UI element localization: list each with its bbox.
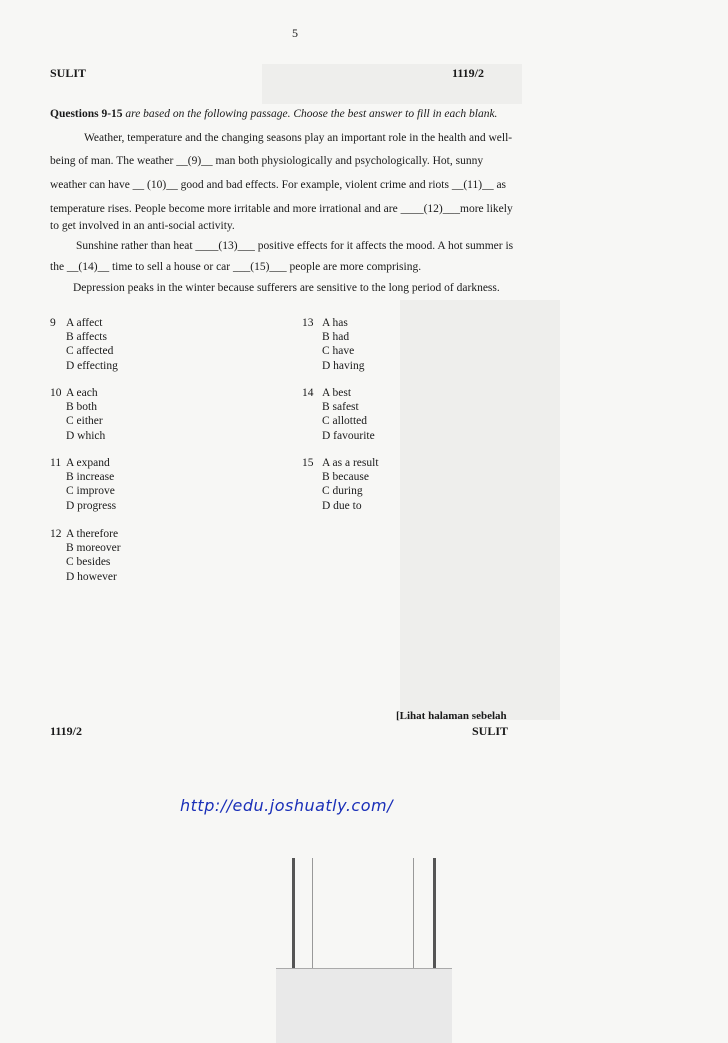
question-number: 12 xyxy=(50,528,62,540)
option-b: B both xyxy=(66,401,97,414)
page-number: 5 xyxy=(292,26,298,40)
question-10 xyxy=(50,386,210,446)
turn-page-note: [Lihat halaman sebelah xyxy=(396,710,507,722)
question-13 xyxy=(302,316,462,376)
option-c: C either xyxy=(66,415,103,428)
passage-line: to get involved in an anti-social activity. xyxy=(50,220,235,232)
instruction-text: are based on the following passage. Choose the best answer to fill in each blank. xyxy=(122,108,498,120)
header-sulit: SULIT xyxy=(50,66,87,80)
option-c: C improve xyxy=(66,485,115,498)
footer-sulit: SULIT xyxy=(472,724,509,738)
option-c: C allotted xyxy=(322,415,368,428)
option-d: D having xyxy=(322,359,365,372)
binder-inner-frame xyxy=(312,858,414,968)
option-d: D favourite xyxy=(322,429,375,442)
question-number: 13 xyxy=(302,317,314,329)
question-number: 15 xyxy=(302,457,314,469)
option-a: A affect xyxy=(66,317,103,329)
binder-clip-graphic xyxy=(292,858,436,1042)
option-c: C during xyxy=(322,485,363,498)
option-d: D which xyxy=(66,429,106,442)
option-d: D due to xyxy=(322,499,362,512)
option-d: D progress xyxy=(66,499,117,512)
question-number: 14 xyxy=(302,387,314,399)
watermark-url: http://edu.joshuatly.com/ xyxy=(180,796,393,815)
option-b: B moreover xyxy=(66,542,121,555)
option-b: B had xyxy=(322,331,350,344)
passage-line: Depression peaks in the winter because sufferers are sensitive to the long period of darkness. xyxy=(73,282,500,294)
passage-line: Sunshine rather than heat ____(13)___ positive effects for it affects the mood. A hot summer is xyxy=(76,240,514,252)
passage-line: weather can have __ (10)__ good and bad effects. For example, violent crime and riots __(11)__ as xyxy=(50,179,507,191)
question-instruction xyxy=(50,108,497,120)
question-11 xyxy=(50,456,210,516)
header-paper-code: 1119/2 xyxy=(452,66,485,80)
option-a: A has xyxy=(322,317,348,329)
option-a: A as a result xyxy=(322,457,379,469)
option-a: A best xyxy=(322,387,352,399)
option-a: A each xyxy=(66,387,98,399)
option-d: D however xyxy=(66,570,117,583)
option-b: B safest xyxy=(322,401,359,414)
passage-line: the __(14)__ time to sell a house or car ___(15)___ people are more comprising. xyxy=(50,261,422,273)
question-15 xyxy=(302,456,462,516)
question-9 xyxy=(50,316,210,376)
passage-line: being of man. The weather __(9)__ man both physiologically and psychologically. Hot, sunny xyxy=(50,155,484,167)
option-c: C affected xyxy=(66,345,114,358)
binder-pocket xyxy=(276,968,452,1043)
option-b: B because xyxy=(322,471,369,484)
option-c: C have xyxy=(322,345,355,358)
option-c: C besides xyxy=(66,556,111,569)
option-d: D effecting xyxy=(66,359,118,372)
question-number: 10 xyxy=(50,387,62,399)
option-b: B affects xyxy=(66,331,107,344)
question-number: 11 xyxy=(50,457,62,469)
instruction-range: Questions 9-15 xyxy=(50,108,123,120)
passage-line: temperature rises. People become more irritable and more irrational and are ____(12)___more likely xyxy=(50,203,513,215)
question-14 xyxy=(302,386,462,446)
question-12 xyxy=(50,527,210,587)
passage-line: Weather, temperature and the changing seasons play an important role in the health and well- xyxy=(84,132,513,144)
footer-paper-code: 1119/2 xyxy=(50,724,83,738)
option-a: A therefore xyxy=(66,528,119,540)
question-number: 9 xyxy=(50,317,56,329)
option-a: A expand xyxy=(66,457,110,469)
option-b: B increase xyxy=(66,471,115,484)
